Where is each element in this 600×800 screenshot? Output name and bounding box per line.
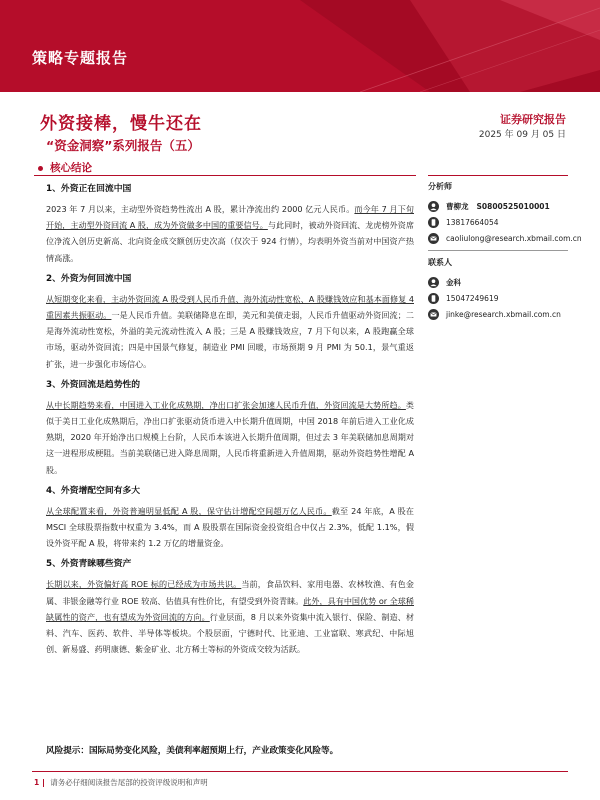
analyst-name: 曹柳龙	[446, 201, 469, 211]
footer-disclaimer: 请务必仔细阅读报告尾部的投资评级说明和声明	[50, 778, 208, 787]
page-subtitle: “资金洞察”系列报告（五）	[46, 138, 200, 153]
body-text: 截至 24 年底，A 股在 MSCI 全球股票指数中权重为 3.4%，而 A 股股票在国际资金投资组合中仅占 2.3%，低配 1.1%，假设外资平配 A 股，将带来约 1.2 万亿的增量资金。	[46, 505, 414, 549]
phone-icon	[428, 217, 439, 228]
section-paragraph	[46, 576, 414, 657]
section-heading: 4、外资增配空间有多大	[46, 485, 141, 496]
analyst-heading: 分析师	[428, 182, 452, 191]
banner-decoration	[0, 0, 600, 92]
section-heading: 5、外资青睐哪些资产	[46, 559, 132, 570]
report-date: 2025 年 09 月 05 日	[478, 130, 566, 140]
divider	[428, 175, 568, 176]
user-icon	[428, 277, 439, 288]
phone-icon	[428, 293, 439, 304]
body-text: 行业层面，8 月以来外资集中流入银行、保险、制造、材料、汽车、医药、软件、半导体等板块。个股层面，宁德时代、比亚迪、工业富联、寒武纪、中际旭创、新易盛、药明康德、紫金矿业、北方稀土等标的外资成交较为活跃。	[46, 611, 414, 655]
analyst-phone-row	[428, 214, 568, 230]
emphasis-text: 而今年 7 月下旬开始，主动型外资回流 A 股，成为外资做多中国的重要信号。	[46, 204, 414, 231]
mail-icon	[428, 233, 439, 244]
body-text: 与此同时，被动外资回流、龙虎榜外资席位净流入创历史新高、北向资金成交额创历史次高（仅次于 924 行情），均表明外资当前对中国资产热情高涨。	[46, 220, 414, 263]
section-paragraph	[46, 201, 414, 266]
contact-name-row	[428, 274, 568, 290]
emphasis-text: 长期以来，外资偏好高 ROE 标的已经成为市场共识。	[46, 579, 242, 590]
emphasis-text: 此外，具有中国优势 or 全球稀缺属性的资产，也有望成为外资回流的方向。	[46, 595, 414, 622]
divider	[428, 250, 568, 251]
footer	[34, 777, 208, 788]
page-number: 1	[34, 778, 40, 787]
contact-email[interactable]: jinke@research.xbmail.com.cn	[446, 309, 561, 319]
emphasis-text: 从短期变化来看，主动外资回流 A 股受到人民币升值、海外流动性宽松、A 股赚钱效应和基本面修复 4 重因素共振驱动。	[46, 293, 414, 321]
page-title: 外资接棒，慢牛还在	[40, 114, 202, 134]
analyst-name-row	[428, 198, 568, 214]
analyst-cert: S0800525010001	[476, 201, 550, 211]
body-text: 2023 年 7 月以来，主动型外资趋势性流出 A 股，累计净流出约 2000 亿元人民币。	[46, 204, 355, 214]
core-heading-text: 核心结论	[50, 162, 92, 174]
emphasis-text: 从中长期趋势来看，中国进入工业化成熟期，净出口扩张会加速人民币升值，外资回流是大势所趋。	[46, 399, 406, 410]
banner-title: 策略专题报告	[32, 49, 129, 67]
mail-icon	[428, 309, 439, 320]
main-content	[46, 184, 414, 665]
divider	[34, 175, 416, 176]
core-conclusion-heading	[38, 160, 92, 175]
user-icon	[428, 201, 439, 212]
body-text: 当前，食品饮料、家用电器、农林牧渔、有色金属、非银金融等行业 ROE 较高、估值具有性价比，有望受到外资青睐。	[46, 579, 414, 606]
analyst-sidebar	[428, 181, 582, 322]
emphasis-text: 从全球配置来看，外资普遍明显低配 A 股，保守估计增配空间超万亿人民币。	[46, 505, 332, 516]
analyst-email[interactable]: caoliulong@research.xbmail.com.cn	[446, 233, 582, 243]
analyst-email-row[interactable]	[428, 230, 582, 246]
footer-divider	[32, 771, 568, 772]
contact-phone: 15047249619	[446, 293, 499, 303]
section-paragraph	[46, 291, 414, 372]
contact-email-row[interactable]	[428, 306, 568, 322]
header-banner	[0, 0, 600, 92]
body-text: 一是人民币升值。美联储降息在即，美元和美债走弱，人民币升值驱动外资回流；二是海外流动性宽松，外溢的美元流动性流入 A 股；三是 A 股赚钱效应，7 月下旬以来，A 股跑赢全球市场，驱动外资回流；四是中国景气修复，制造业 PMI 回暖，市场预期 9 月 PMI 为 50.1，景气重返扩张，进一步强化市场信心。	[46, 310, 414, 369]
footer-bar	[43, 779, 44, 787]
section-heading: 2、外资为何回流中国	[46, 273, 132, 284]
section-heading: 3、外资回流是趋势性的	[46, 379, 141, 390]
analyst-phone: 13817664054	[446, 217, 499, 227]
section-paragraph	[46, 397, 414, 478]
bullet-icon	[38, 166, 43, 171]
body-text: 类似于美日工业化成熟期后，净出口扩张驱动货币进入中长期升值周期，中国 2018 年前后进入工业化成熟期，2020 年开始净出口规模上台阶，人民币本该进入长期升值周期，但过去 3 年美联储加息周期对这一进程形成梗阻。当前美联储已进入降息周期，人民币将重新进入升值周期，驱动外资趋势性增配 A 股。	[46, 399, 414, 475]
report-type: 证券研究报告	[500, 113, 566, 126]
risk-warning: 风险提示：国际局势变化风险，美债利率超预期上行，产业政策变化风险等。	[46, 746, 339, 756]
contact-heading: 联系人	[428, 258, 452, 267]
contact-phone-row	[428, 290, 568, 306]
section-paragraph	[46, 503, 414, 552]
section-heading: 1、外资正在回流中国	[46, 184, 132, 194]
contact-name: 金科	[446, 277, 461, 287]
